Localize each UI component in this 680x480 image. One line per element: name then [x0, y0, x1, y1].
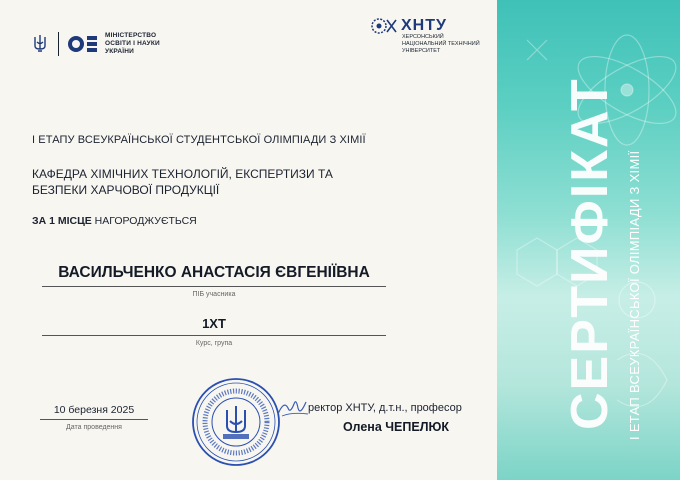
university-logo: [370, 16, 490, 55]
recipient-name: ВАСИЛЬЧЕНКО АНАСТАСІЯ ЄВГЕНІЇВНА: [58, 264, 370, 281]
olympiad-stage: І ЕТАПУ ВСЕУКРАЇНСЬКОЇ СТУДЕНТСЬКОЇ ОЛІМПІАДИ З ХІМІЇ: [32, 134, 366, 146]
university-line-1: ХЕРСОНСЬКИЙ: [402, 34, 444, 40]
official-seal: [190, 376, 282, 468]
department-line-2: БЕЗПЕКИ ХАРЧОВОЇ ПРОДУКЦІЇ: [32, 183, 220, 197]
group-caption: Курс, група: [195, 340, 233, 347]
mon-mark-icon: [67, 32, 99, 56]
trident-icon: [32, 34, 48, 54]
ministry-line-1: МІНІСТЕРСТВО: [105, 32, 157, 39]
award-line: [32, 215, 197, 227]
university-full-name: [402, 34, 490, 55]
recipient-underline: [42, 286, 386, 287]
logo-divider: [58, 32, 59, 56]
group-underline: [42, 335, 386, 336]
date-value: 10 березня 2025: [53, 404, 135, 416]
department-line-1: КАФЕДРА ХІМІЧНИХ ТЕХНОЛОГІЙ, ЕКСПЕРТИЗИ ТА: [32, 167, 333, 181]
rector-title: ректор ХНТУ, д.т.н., професор: [308, 402, 462, 414]
group-field: [42, 316, 386, 347]
award-text: НАГОРОДЖУЄТЬСЯ: [91, 215, 197, 227]
university-line-2: НАЦІОНАЛЬНИЙ ТЕХНІЧНИЙ: [402, 41, 480, 47]
recipient-field: [42, 264, 386, 298]
ministry-name: [105, 32, 160, 56]
group-value: 1ХТ: [202, 316, 226, 331]
department-name: [32, 166, 372, 198]
ministry-line-3: УКРАЇНИ: [105, 48, 135, 55]
ministry-logo: [32, 32, 160, 56]
certificate-word: СЕРТИФІКАТ: [561, 77, 619, 430]
award-place: ЗА 1 МІСЦЕ: [32, 215, 92, 227]
ministry-line-2: ОСВІТИ І НАУКИ: [105, 40, 160, 47]
rector-name: Олена ЧЕПЕЛЮК: [343, 420, 449, 434]
date-field: [40, 404, 148, 431]
side-stage-text: І ЕТАП ВСЕУКРАЇНСЬКОЇ ОЛІМПІАДИ З ХІМІЇ: [627, 150, 642, 440]
university-emblem-icon: [370, 16, 398, 36]
university-line-3: УНІВЕРСИТЕТ: [402, 48, 441, 54]
rector-signature: [276, 396, 310, 420]
date-caption: Дата проведення: [66, 424, 122, 431]
recipient-caption: ПІБ учасника: [192, 291, 236, 298]
date-underline: [40, 419, 148, 420]
university-short-name: ХНТУ: [401, 17, 447, 34]
